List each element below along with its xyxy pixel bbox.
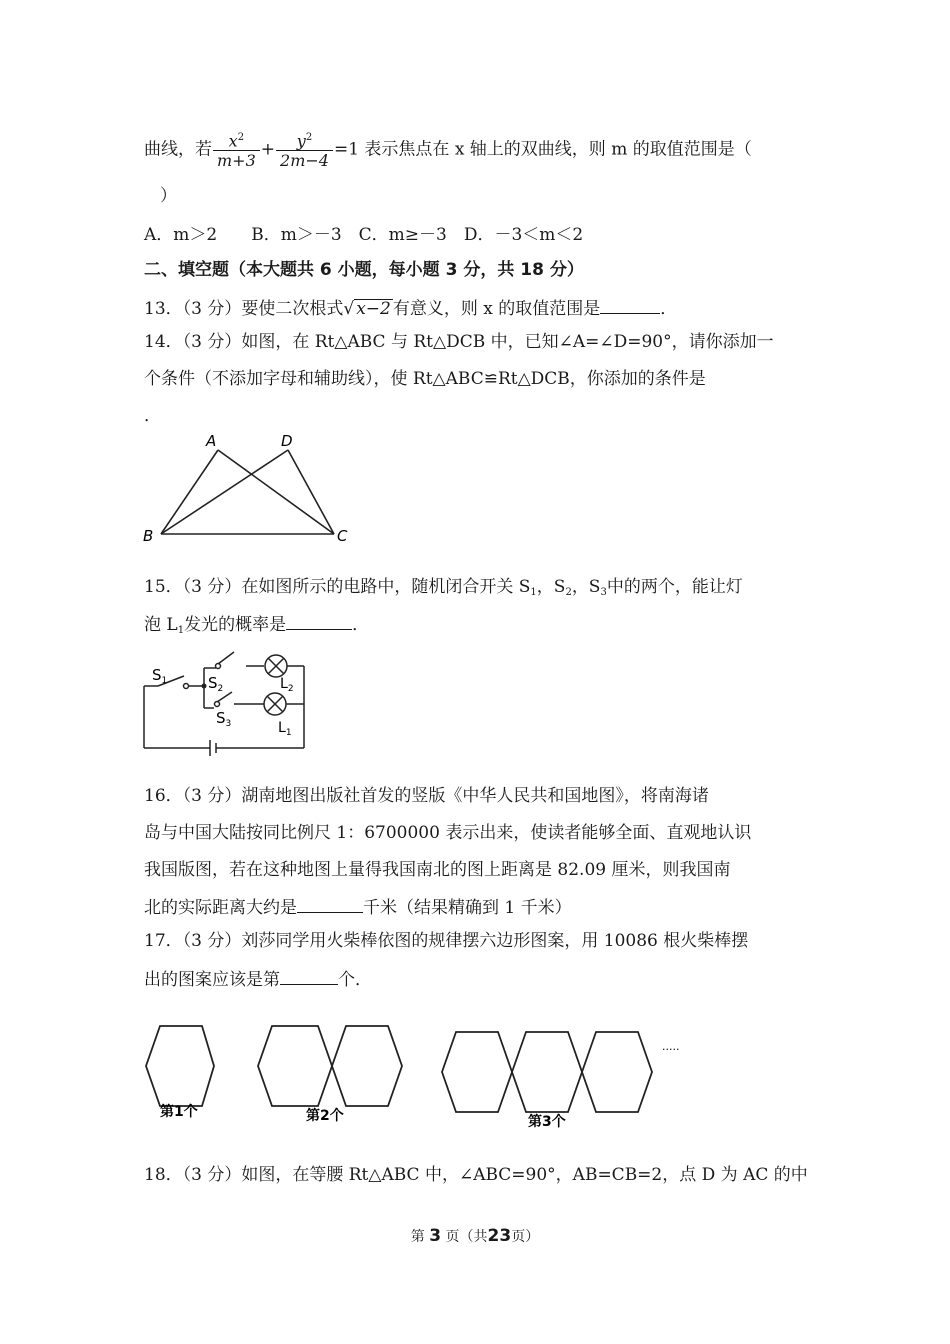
page-number: 3 <box>429 1226 442 1246</box>
q14-line3: ． <box>144 406 161 426</box>
q16-line2: 岛与中国大陆按同比例尺 1：6700000 表示出来，使读者能够全面、直观地认识 <box>144 823 752 843</box>
s3-sub: 3 <box>600 587 607 598</box>
label-fig3: 第3个 <box>528 1114 566 1130</box>
label-fig1: 第1个 <box>160 1104 198 1120</box>
l1-sub: 1 <box>177 625 185 636</box>
q15-sep2: ，S <box>571 577 601 597</box>
plus-sign: + <box>260 139 276 160</box>
answer-blank <box>286 613 352 630</box>
fraction-2: $\frac{y^2}{2m-4}$ <box>276 129 333 171</box>
q15-text-b: 中的两个，能让灯 <box>606 577 743 597</box>
label-d: D <box>281 432 293 450</box>
q16-line4 <box>144 896 572 919</box>
q16-line1: 16．（3 分）湖南地图出版社首发的竖版《中华人民共和国地图》，将南海诸 <box>144 786 709 806</box>
footer-post: 页） <box>511 1229 540 1245</box>
q13-after: 有意义，则 x 的取值范围是 <box>392 299 601 319</box>
q12-prefix: 曲线，若 <box>144 139 212 160</box>
q17-line1: 17．（3 分）刘莎同学用火柴棒依图的规律摆六边形图案，用 10086 根火柴棒摆 <box>144 931 749 951</box>
s1-sub: 1 <box>530 587 537 598</box>
label-c: C <box>337 527 348 545</box>
label-fig2: 第2个 <box>306 1108 344 1124</box>
q12-close-paren: ） <box>160 186 177 206</box>
q15-text-c: 泡 L <box>144 615 178 635</box>
answer-blank <box>280 968 338 985</box>
q15-end: ． <box>352 615 370 635</box>
s2-sub: 2 <box>565 587 572 598</box>
q15-sep1: ，S <box>536 577 566 597</box>
q13-before: 13．（3 分）要使二次根式 <box>144 299 344 319</box>
circuit-figure <box>138 644 318 756</box>
answer-blank <box>297 896 363 913</box>
q16-text-b: 千米（结果精确到 1 千米） <box>363 898 572 918</box>
triangle-figure <box>138 428 358 548</box>
q14-line1: 14．（3 分）如图，在 Rt△ABC 与 Rt△DCB 中，已知∠A=∠D=90°，请你添加一 <box>144 332 774 352</box>
q15-text-a: 15．（3 分）在如图所示的电路中，随机闭合开关 S <box>144 577 531 597</box>
q16-text-a: 北的实际距离大约是 <box>144 898 297 918</box>
label-a: A <box>206 432 217 450</box>
hexagon-pattern-figure <box>138 1010 698 1140</box>
q15-line2 <box>144 613 369 642</box>
q13: 13．（3 分）要使二次根式√ x−2 有意义，则 x 的取值范围是 ． <box>144 299 678 319</box>
ellipsis: ..... <box>662 1040 680 1053</box>
q14-line2: 个条件（不添加字母和辅助线），使 Rt△ABC≌Rt△DCB，你添加的条件是 <box>144 369 706 389</box>
l2-label: $L_2$ <box>280 676 294 694</box>
footer-mid: 页（共 <box>445 1229 488 1245</box>
s3-label: $S_3$ <box>216 709 232 729</box>
q17-line2 <box>144 968 372 991</box>
q17-text-a: 出的图案应该是第 <box>144 970 280 990</box>
answer-blank <box>600 297 660 314</box>
footer-pre: 第 <box>410 1229 425 1245</box>
q13-end: ． <box>660 299 678 319</box>
q15-text-d: 发光的概率是 <box>184 615 287 635</box>
q12-line <box>144 129 752 171</box>
total-pages: 23 <box>487 1226 512 1246</box>
label-b: B <box>143 527 154 545</box>
frac2-den: 2m−4 <box>276 150 333 171</box>
frac1-num: x <box>228 131 238 151</box>
page-footer <box>0 1226 950 1246</box>
q17-text-b: 个． <box>338 970 372 990</box>
q18-line1: 18．（3 分）如图，在等腰 Rt△ABC 中，∠ABC=90°，AB=CB=2，点 D 为 AC 的中 <box>144 1165 808 1185</box>
q16-line3: 我国版图，若在这种地图上量得我国南北的图上距离是 82.09 厘米，则我国南 <box>144 860 731 880</box>
s2-label: $S_2$ <box>208 674 224 694</box>
q15-line1 <box>144 576 743 604</box>
q12-suffix: =1 表示焦点在 x 轴上的双曲线，则 m 的取值范围是（ <box>333 139 752 160</box>
section-heading: 二、填空题（本大题共 6 小题，每小题 3 分，共 18 分） <box>144 260 584 280</box>
q12-options: A．m＞2 B．m＞－3 C．m≥－3 D．－3＜m＜2 <box>144 225 584 245</box>
s1-label: $S_1$ <box>152 666 168 686</box>
l1-label: $L_1$ <box>278 720 292 738</box>
radicand: x−2 <box>356 299 391 319</box>
fraction-1: $\frac{x^2}{m+3}$ <box>213 129 260 171</box>
frac2-num: y <box>296 131 306 151</box>
frac1-den: m+3 <box>213 150 260 171</box>
